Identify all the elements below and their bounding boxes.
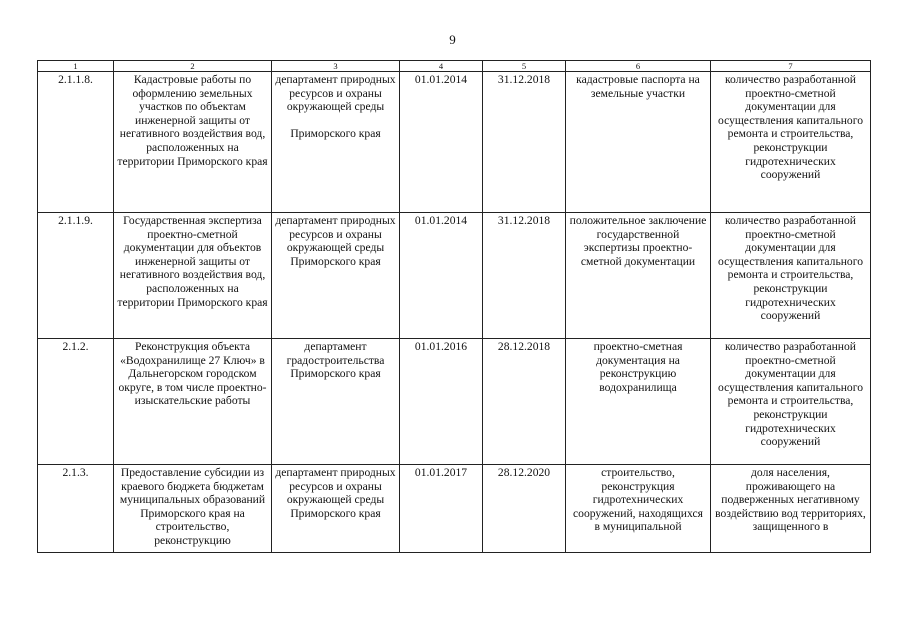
measure-name: Государственная экспертиза проектно-сметной документации для объектов инженерной защиты от негативного воздействия вод, расположенных на территории Приморского края	[114, 213, 272, 339]
start-date: 01.01.2014	[400, 72, 483, 213]
column-number: 2	[114, 61, 272, 72]
end-date: 31.12.2018	[483, 213, 566, 339]
target-indicator: количество разработанной проектно-сметной документации для осуществления капитального ремонта и строительства, реконструкции гидротехнических сооружений	[711, 213, 871, 339]
column-number-row	[38, 61, 871, 72]
end-date: 31.12.2018	[483, 72, 566, 213]
start-date: 01.01.2017	[400, 465, 483, 553]
end-date: 28.12.2018	[483, 339, 566, 465]
end-date: 28.12.2020	[483, 465, 566, 553]
target-indicator: доля населения, проживающего на подверженных негативному воздействию вод территориях, защищенного в	[711, 465, 871, 553]
executor-text: департамент природных ресурсов и охраны окружающей среды	[275, 73, 396, 114]
column-number: 4	[400, 61, 483, 72]
program-measures-table	[37, 60, 871, 553]
expected-result: проектно-сметная документация на реконструкцию водохранилища	[566, 339, 711, 465]
responsible-executor: департамент природных ресурсов и охраны окружающей среды Приморского края	[272, 465, 400, 553]
measure-number: 2.1.2.	[38, 339, 114, 465]
column-number: 6	[566, 61, 711, 72]
column-number: 5	[483, 61, 566, 72]
responsible-executor: департамент природных ресурсов и охраны окружающей среды Приморского края	[272, 213, 400, 339]
measure-number: 2.1.1.8.	[38, 72, 114, 213]
measure-name: Реконструкция объекта «Водохранилище 27 Ключ» в Дальнегорском городском округе, в том числе проектно-изыскательские работы	[114, 339, 272, 465]
responsible-executor: департамент градостроительства Приморского края	[272, 339, 400, 465]
executor-text-extra: Приморского края	[290, 127, 381, 141]
page-number: 9	[449, 32, 456, 47]
table-row	[38, 465, 871, 553]
column-number: 3	[272, 61, 400, 72]
table-row	[38, 339, 871, 465]
expected-result: кадастровые паспорта на земельные участки	[566, 72, 711, 213]
target-indicator: количество разработанной проектно-сметной документации для осуществления капитального ремонта и строительства, реконструкции гидротехнических сооружений	[711, 72, 871, 213]
column-number: 7	[711, 61, 871, 72]
table-row	[38, 213, 871, 339]
responsible-executor	[272, 72, 400, 213]
column-number: 1	[38, 61, 114, 72]
measure-number: 2.1.1.9.	[38, 213, 114, 339]
start-date: 01.01.2016	[400, 339, 483, 465]
target-indicator: количество разработанной проектно-сметной документации для осуществления капитального ремонта и строительства, реконструкции гидротехнических сооружений	[711, 339, 871, 465]
expected-result: строительство, реконструкция гидротехнических сооружений, находящихся в муниципальной	[566, 465, 711, 553]
measure-name: Предоставление субсидии из краевого бюджета бюджетам муниципальных образований Приморского края на строительство, реконструкцию	[114, 465, 272, 553]
expected-result: положительное заключение государственной экспертизы проектно-сметной документации	[566, 213, 711, 339]
table-row	[38, 72, 871, 213]
measure-number: 2.1.3.	[38, 465, 114, 553]
start-date: 01.01.2014	[400, 213, 483, 339]
measure-name: Кадастровые работы по оформлению земельных участков по объектам инженерной защиты от негативного воздействия вод, расположенных на территории Приморского края	[114, 72, 272, 213]
